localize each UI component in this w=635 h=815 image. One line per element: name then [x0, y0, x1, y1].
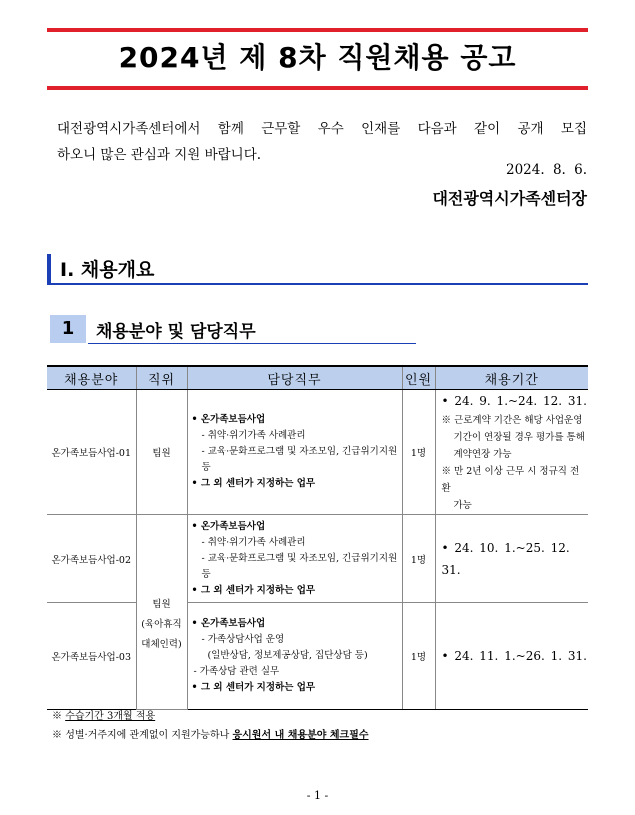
- duty-sub: - 교육·문화프로그램 및 자조모임, 긴급위기지원 등: [201, 446, 398, 473]
- row-duties: [187, 390, 402, 515]
- footnote-mark: ※: [52, 730, 62, 741]
- row-count: 1명: [402, 603, 435, 710]
- header-field: 채용분야: [47, 366, 136, 390]
- row-field: 온가족보듬사업-03: [47, 603, 136, 710]
- row-period: • 24. 10. 1.~25. 12. 31.: [441, 540, 570, 577]
- header-period: 채용기간: [435, 366, 588, 390]
- note-line: 기간이 연장될 경우 평가를 통해: [453, 432, 585, 443]
- note-mark: ※: [441, 415, 452, 426]
- section-underline: [47, 283, 588, 285]
- signature: 대전광역시가족센터장: [432, 189, 587, 208]
- title-bottom-red-rule: [47, 86, 588, 90]
- row-count: 1명: [402, 515, 435, 603]
- top-red-rule: [47, 28, 588, 32]
- subsection-number: 1: [50, 315, 86, 343]
- row-field: 온가족보듬사업-01: [47, 390, 136, 515]
- position-line: (육아휴직: [141, 619, 182, 630]
- header-position: 직위: [136, 366, 187, 390]
- header-duties: 담당직무: [187, 366, 402, 390]
- row-position-merged: [136, 515, 187, 710]
- note-mark: ※: [441, 466, 452, 477]
- row-period: • 24. 9. 1.~24. 12. 31.: [441, 394, 587, 408]
- footnote-emphasis: 응시원서 내 채용분야 체크필수: [232, 730, 369, 741]
- recruitment-table: [47, 365, 588, 710]
- row-period-cell: [435, 603, 588, 710]
- duty-other: • 그 외 센터가 지정하는 업무: [191, 682, 316, 693]
- period-note: [442, 412, 589, 463]
- footnote-2: [52, 726, 369, 741]
- position-line: 대체인력): [141, 639, 182, 650]
- duty-sub: - 가족상담사업 운영: [201, 634, 285, 645]
- duty-main: • 온가족보듬사업: [191, 520, 266, 532]
- duty-main: • 온가족보듬사업: [191, 414, 266, 425]
- footnote-mark: ※: [52, 711, 62, 722]
- position-line: 팀원: [152, 599, 171, 610]
- footnote-1: [52, 707, 155, 722]
- page-title: 2024년 제 8차 직원채용 공고: [118, 41, 517, 74]
- period-note: [442, 463, 589, 514]
- row-duties: [187, 515, 402, 603]
- page-number: - 1 -: [306, 789, 329, 802]
- duty-other: • 그 외 센터가 지정하는 업무: [191, 584, 316, 596]
- row-duties: [187, 603, 402, 710]
- section-title: Ⅰ. 채용개요: [60, 259, 155, 281]
- duty-other: • 그 외 센터가 지정하는 업무: [191, 478, 316, 489]
- note-line: 근로계약 기간은 해당 사업운영: [454, 415, 583, 426]
- subsection-title: 채용분야 및 담당직무: [96, 322, 256, 342]
- header-count: 인원: [402, 366, 435, 390]
- table-row: [47, 390, 588, 515]
- row-count: 1명: [402, 390, 435, 515]
- footnote-text: 성별·거주지에 관계없이 지원가능하나: [65, 730, 230, 741]
- duty-sub: (일반상담, 정보제공상담, 집단상담 등): [207, 650, 368, 661]
- duty-sub: - 교육·문화프로그램 및 자조모임, 긴급위기지원 등: [201, 552, 398, 580]
- duty-sub: - 취약·위기가족 사례관리: [201, 536, 306, 548]
- footnote-text: 수습기간 3개월 적용: [65, 711, 156, 722]
- table-row: [47, 515, 588, 603]
- intro-line-1: 대전광역시가족센터에서 함께 근무할 우수 인재를 다음과 같이 공개 모집: [57, 121, 587, 137]
- row-period-cell: [435, 390, 588, 515]
- subsection-underline: [88, 343, 416, 344]
- duty-sub: - 취약·위기가족 사례관리: [201, 430, 306, 441]
- intro-line-2: 하오니 많은 관심과 지원 바랍니다.: [57, 147, 262, 163]
- row-period: • 24. 11. 1.~26. 1. 31.: [441, 649, 587, 663]
- duty-sub: - 가족상담 관련 실무: [193, 666, 280, 677]
- row-position: 팀원: [136, 390, 187, 515]
- table-row: [47, 603, 588, 710]
- section-marker-bar: [47, 254, 51, 284]
- note-line: 계약연장 가능: [453, 449, 512, 460]
- duty-main: • 온가족보듬사업: [191, 618, 266, 629]
- table-header-row: [47, 366, 588, 390]
- note-line: 만 2년 이상 근무 시 정규직 전환: [441, 466, 580, 494]
- row-period-cell: [435, 515, 588, 603]
- note-line: 가능: [453, 500, 472, 511]
- row-field: 온가족보듬사업-02: [47, 515, 136, 603]
- announcement-date: 2024. 8. 6.: [506, 162, 587, 178]
